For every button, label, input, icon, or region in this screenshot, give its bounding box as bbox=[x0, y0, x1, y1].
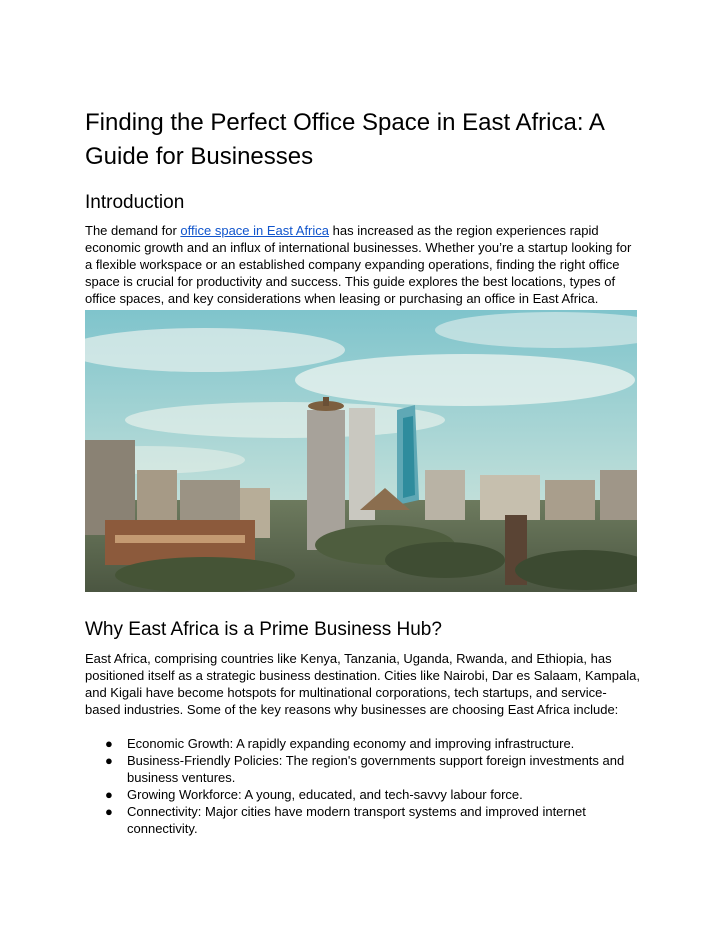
list-item-text: Business-Friendly Policies: The region's governments support foreign investments and business ventures. bbox=[127, 753, 625, 785]
nairobi-skyline-photo bbox=[85, 310, 637, 592]
bullet-icon: ● bbox=[105, 804, 113, 819]
list-item-text: Connectivity: Major cities have modern transport systems and improved internet connectivity. bbox=[127, 804, 586, 836]
list-item bbox=[85, 803, 640, 837]
intro-text-after-link: has increased as the region experiences rapid economic growth and an influx of international businesses. Whether you’re a startup looking for a flexible workspace or an established company expanding operations, finding the right office space is crucial for productivity and success. This guide explores the best locations, types of office spaces, and key considerations when leasing or purchasing an office in East Africa. bbox=[85, 223, 632, 306]
intro-text-before-link: The demand for bbox=[85, 223, 181, 238]
list-item-text: Growing Workforce: A young, educated, and tech-savvy labour force. bbox=[127, 787, 523, 802]
list-item bbox=[85, 786, 640, 803]
bullet-icon: ● bbox=[105, 736, 113, 751]
why-heading: Why East Africa is a Prime Business Hub? bbox=[85, 619, 442, 640]
list-item bbox=[85, 735, 640, 752]
reasons-list bbox=[85, 735, 640, 837]
why-paragraph: East Africa, comprising countries like Kenya, Tanzania, Uganda, Rwanda, and Ethiopia, has positioned itself as a strategic business destination. Cities like Nairobi, Dar es Salaam, Kampala, and Kigali have become hotspots for multinational corporations, tech startups, and service-based industries. Some of the key reasons why businesses are choosing East Africa include: bbox=[85, 651, 640, 717]
office-space-link[interactable]: office space in East Africa bbox=[180, 223, 330, 238]
list-item bbox=[85, 752, 640, 786]
intro-heading: Introduction bbox=[85, 192, 185, 213]
intro-paragraph bbox=[85, 222, 640, 307]
bullet-icon: ● bbox=[105, 787, 113, 802]
list-item-text: Economic Growth: A rapidly expanding economy and improving infrastructure. bbox=[127, 736, 575, 751]
document-title: Finding the Perfect Office Space in East Africa: A Guide for Businesses bbox=[85, 109, 604, 170]
bullet-icon: ● bbox=[105, 753, 113, 768]
